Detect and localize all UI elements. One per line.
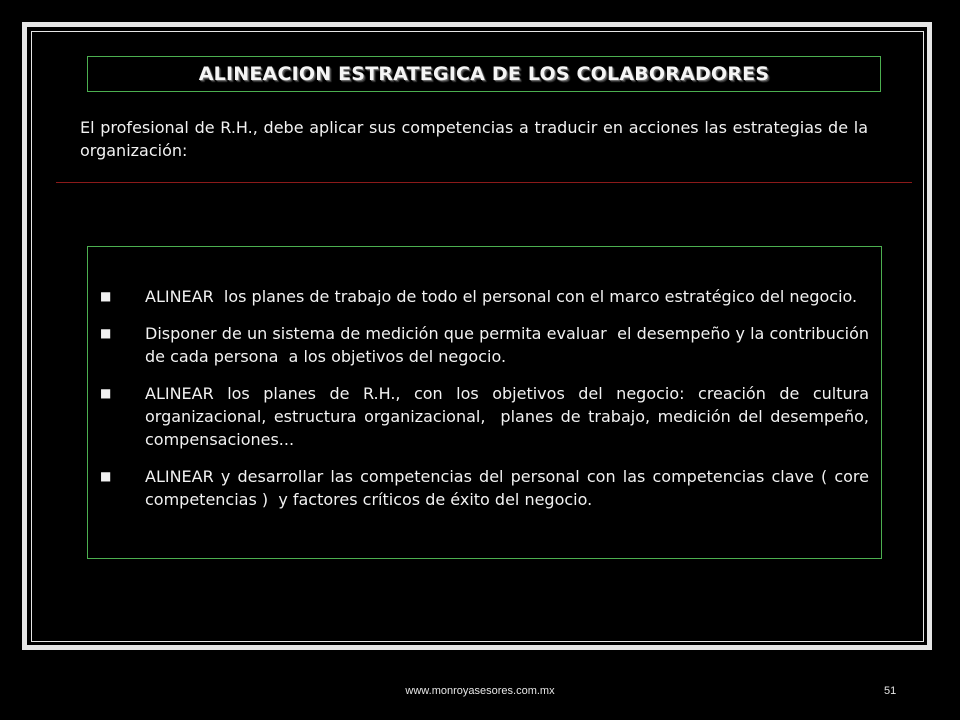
divider-line [56,182,912,183]
intro-paragraph: El profesional de R.H., debe aplicar sus competencias a traducir en acciones las estrategias de la organización: [80,118,868,160]
slide-title: ALINEACION ESTRATEGICA DE LOS COLABORADORES [198,63,770,85]
square-bullet-icon: ■ [100,289,112,303]
list-item [97,465,875,511]
title-box [87,56,881,92]
bullet-text: ALINEAR los planes de trabajo de todo el personal con el marco estratégico del negocio. [145,287,858,306]
list-item [97,322,875,368]
bullet-text: ALINEAR los planes de R.H., con los objetivos del negocio: creación de cultura organizacional, estructura organizacional, planes de trabajo, medición del desempeño, compensaciones... [145,384,875,449]
list-item [97,382,875,451]
square-bullet-icon: ■ [100,326,112,340]
square-bullet-icon: ■ [100,469,112,483]
page-number: 51 [884,685,897,697]
footer-url: www.monroyasesores.com.mx [405,685,555,697]
bullet-list [97,285,875,525]
bullet-text: Disponer de un sistema de medición que permita evaluar el desempeño y la contribución de cada persona a los objetivos del negocio. [145,324,875,366]
list-item [97,285,869,308]
square-bullet-icon: ■ [100,386,112,400]
bullet-text: ALINEAR y desarrollar las competencias del personal con las competencias clave ( core competencias ) y factores críticos de éxito del negocio. [145,467,875,509]
